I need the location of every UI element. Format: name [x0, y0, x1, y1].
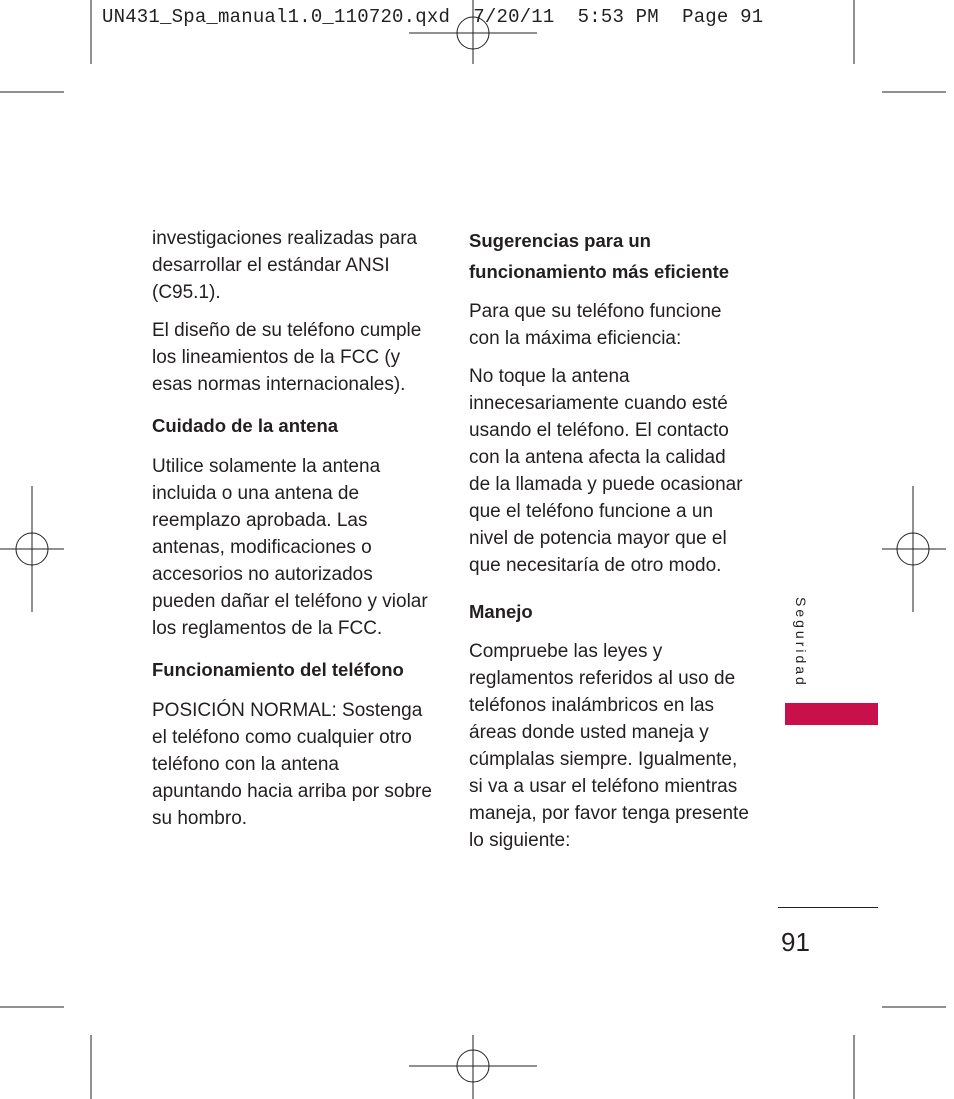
paragraph-antenna-care: Utilice solamente la antena incluida o una antena de reemplazo aprobada. Las antenas, modificaciones o accesorios no autorizados pueden dañar el teléfono y violar los reglamentos de la FCC. — [152, 456, 428, 639]
heading-phone-operation: Funcionamiento del teléfono — [152, 659, 404, 680]
heading-antenna-care: Cuidado de la antena — [152, 415, 339, 436]
paragraph-fcc-guidelines: El diseño de su teléfono cumple los lineamientos de la FCC (y esas normas internacionales). — [152, 320, 422, 395]
paragraph-driving-laws: Compruebe las leyes y reglamentos referidos al uso de teléfonos inalámbricos en las áreas donde usted maneja y cúmplalas siempre. Igualmente, si va a usar el teléfono mientras maneja, por favor tenga presente lo siguiente: — [469, 641, 749, 851]
paragraph-ansi-research: investigaciones realizadas para desarrollar el estándar ANSI (C95.1). — [152, 228, 418, 303]
print-slug: UN431_Spa_manual1.0_110720.qxd 7/20/11 5:53 PM Page 91 — [102, 6, 764, 28]
page-number-rule — [778, 907, 878, 908]
paragraph-antenna-touch: No toque la antena innecesariamente cuando esté usando el teléfono. El contacto con la antena afecta la calidad de la llamada y puede ocasionar que el teléfono funcione a un nivel de potencia mayor que el que necesitaría de otro modo. — [469, 366, 743, 576]
heading-efficiency-tips: Sugerencias para un funcionamiento más eficiente — [469, 230, 730, 282]
left-column — [152, 225, 434, 843]
right-column — [469, 225, 751, 865]
paragraph-normal-position: POSICIÓN NORMAL: Sostenga el teléfono como cualquier otro teléfono con la antena apuntando hacia arriba por sobre su hombro. — [152, 700, 432, 829]
page-number: 91 — [781, 927, 810, 957]
heading-driving: Manejo — [469, 601, 533, 622]
section-tab-bar — [785, 703, 878, 725]
paragraph-efficiency-intro: Para que su teléfono funcione con la máxima eficiencia: — [469, 301, 722, 349]
section-tab-label: Seguridad — [793, 597, 809, 688]
